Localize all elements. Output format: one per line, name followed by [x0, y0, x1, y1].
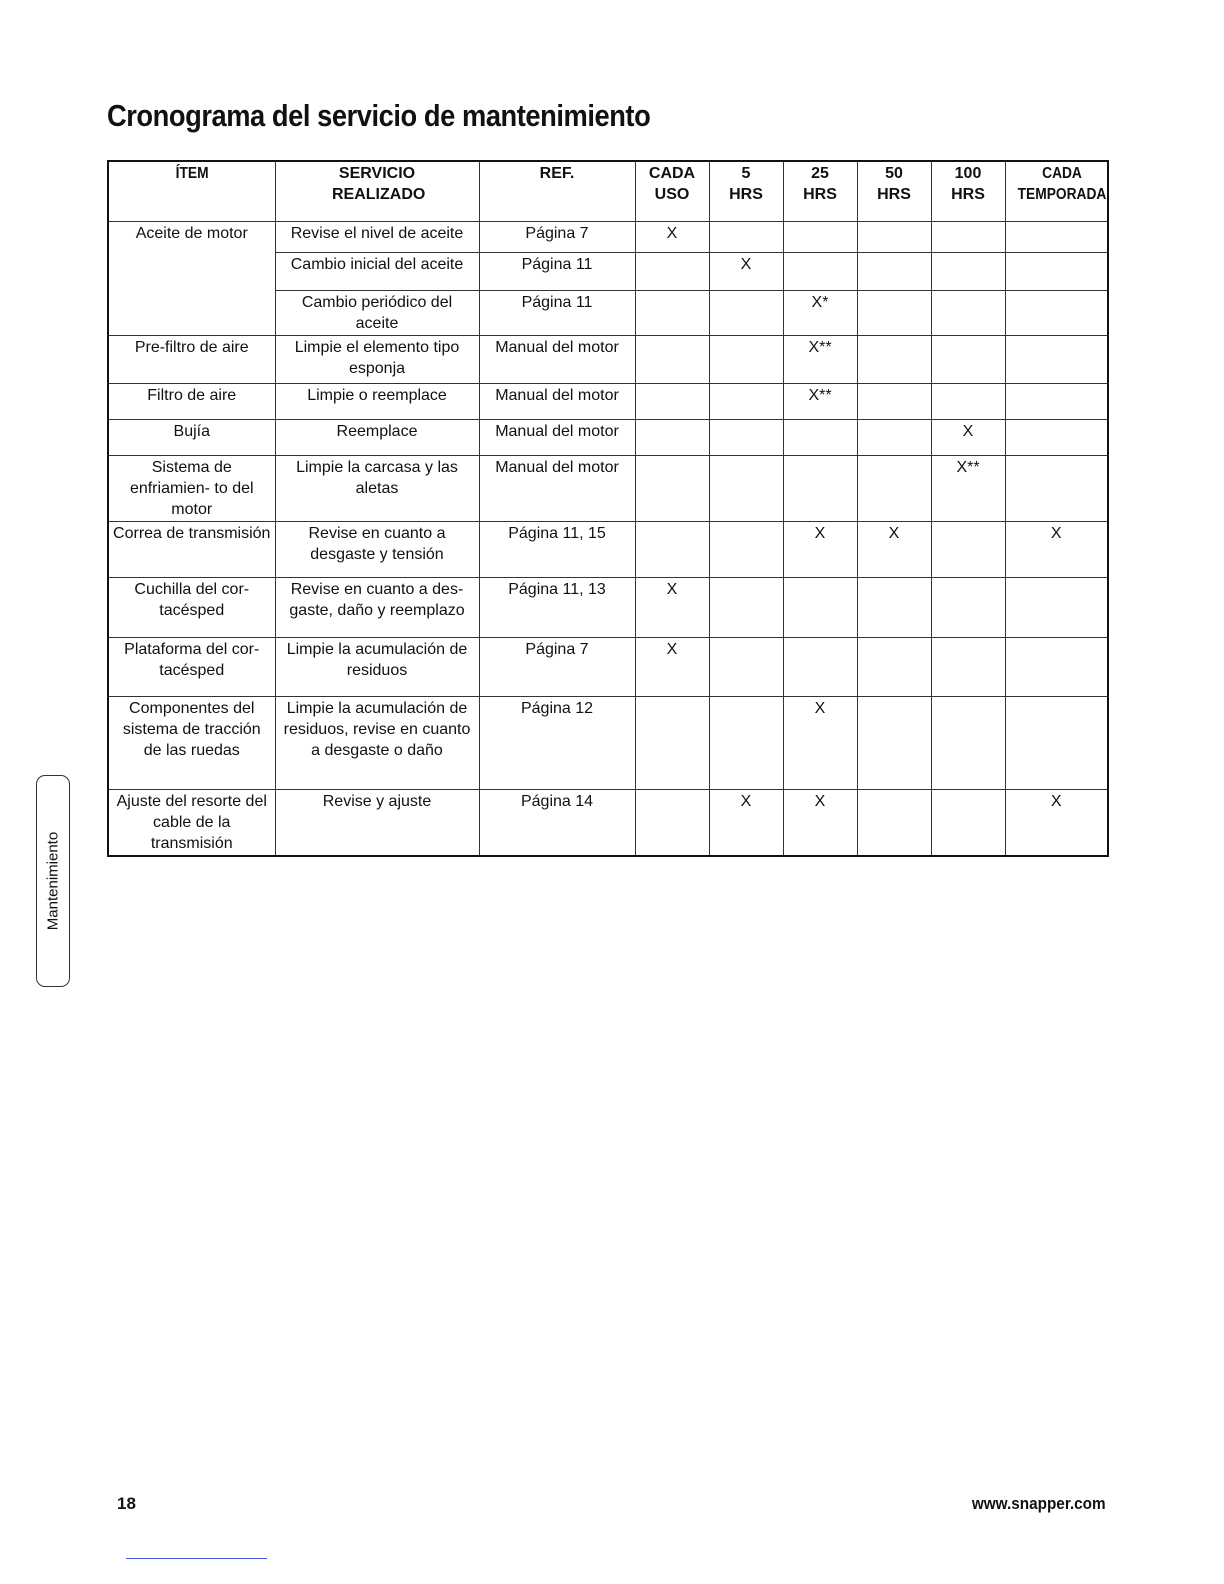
100-hrs-cell: [931, 384, 1005, 420]
every-season-cell: [1005, 384, 1108, 420]
header-every-use: CADA USO: [635, 161, 709, 222]
100-hrs-cell: X**: [931, 456, 1005, 522]
every-use-cell: [635, 522, 709, 578]
header-25-hrs: 25 HRS: [783, 161, 857, 222]
every-season-cell: [1005, 638, 1108, 697]
item-cell: Ajuste del resorte del cable de la transmisión: [108, 790, 275, 857]
every-season-cell: X: [1005, 522, 1108, 578]
50-hrs-cell: [857, 384, 931, 420]
service-cell: Cambio periódico del aceite: [275, 291, 479, 336]
ref-cell: Página 11, 15: [479, 522, 635, 578]
website-url: www.snapper.com: [972, 1494, 1106, 1513]
every-use-cell: [635, 253, 709, 291]
100-hrs-cell: [931, 336, 1005, 384]
table-row: [108, 384, 1108, 420]
ref-cell: Página 11: [479, 253, 635, 291]
table-row: [108, 790, 1108, 857]
50-hrs-cell: [857, 578, 931, 638]
100-hrs-cell: [931, 578, 1005, 638]
25-hrs-cell: X: [783, 697, 857, 790]
service-cell: Limpie la carcasa y las aletas: [275, 456, 479, 522]
table-row: [108, 456, 1108, 522]
5-hrs-cell: [709, 291, 783, 336]
header-50-hrs: 50 HRS: [857, 161, 931, 222]
ref-cell: Manual del motor: [479, 336, 635, 384]
50-hrs-cell: [857, 456, 931, 522]
every-use-cell: X: [635, 578, 709, 638]
every-season-cell: [1005, 222, 1108, 253]
every-use-cell: [635, 697, 709, 790]
every-season-cell: X: [1005, 790, 1108, 857]
ref-cell: Página 12: [479, 697, 635, 790]
ref-cell: Página 14: [479, 790, 635, 857]
every-season-cell: [1005, 253, 1108, 291]
ref-cell: Manual del motor: [479, 420, 635, 456]
50-hrs-cell: [857, 336, 931, 384]
every-season-cell: [1005, 336, 1108, 384]
25-hrs-cell: X: [783, 790, 857, 857]
service-cell: Cambio inicial del aceite: [275, 253, 479, 291]
ref-cell: Página 7: [479, 638, 635, 697]
5-hrs-cell: [709, 522, 783, 578]
every-use-cell: X: [635, 222, 709, 253]
service-cell: Revise y ajuste: [275, 790, 479, 857]
every-use-cell: [635, 456, 709, 522]
header-100-hrs: 100 HRS: [931, 161, 1005, 222]
5-hrs-cell: [709, 222, 783, 253]
100-hrs-cell: [931, 291, 1005, 336]
every-season-cell: [1005, 291, 1108, 336]
ref-cell: Página 7: [479, 222, 635, 253]
25-hrs-cell: [783, 253, 857, 291]
table-row: [108, 336, 1108, 384]
5-hrs-cell: [709, 456, 783, 522]
service-cell: Limpie el elemento tipo esponja: [275, 336, 479, 384]
header-item: ÍTEM: [108, 161, 275, 222]
25-hrs-cell: [783, 638, 857, 697]
item-cell: Sistema de enfriamien- to del motor: [108, 456, 275, 522]
item-cell: Aceite de motor: [108, 222, 275, 336]
25-hrs-cell: X**: [783, 384, 857, 420]
5-hrs-cell: [709, 578, 783, 638]
table-row: [108, 420, 1108, 456]
100-hrs-cell: [931, 222, 1005, 253]
50-hrs-cell: [857, 638, 931, 697]
service-cell: Revise en cuanto a des- gaste, daño y reemplazo: [275, 578, 479, 638]
header-service: SERVICIO REALIZADO: [275, 161, 479, 222]
5-hrs-cell: X: [709, 790, 783, 857]
50-hrs-cell: [857, 222, 931, 253]
50-hrs-cell: [857, 253, 931, 291]
every-use-cell: X: [635, 638, 709, 697]
footer-rule: [126, 1558, 267, 1559]
header-ref: REF.: [479, 161, 635, 222]
ref-cell: Página 11, 13: [479, 578, 635, 638]
100-hrs-cell: [931, 697, 1005, 790]
page-number: 18: [117, 1494, 136, 1513]
25-hrs-cell: X: [783, 522, 857, 578]
table-row: [108, 638, 1108, 697]
header-5-hrs: 5 HRS: [709, 161, 783, 222]
50-hrs-cell: [857, 790, 931, 857]
header-every-season: CADA TEMPORADA: [1005, 161, 1108, 222]
maintenance-schedule-table: [107, 160, 1109, 857]
every-season-cell: [1005, 578, 1108, 638]
every-use-cell: [635, 384, 709, 420]
50-hrs-cell: [857, 291, 931, 336]
50-hrs-cell: [857, 697, 931, 790]
5-hrs-cell: [709, 638, 783, 697]
table-row: [108, 222, 1108, 253]
100-hrs-cell: [931, 790, 1005, 857]
25-hrs-cell: [783, 578, 857, 638]
item-cell: Componentes del sistema de tracción de las ruedas: [108, 697, 275, 790]
ref-cell: Manual del motor: [479, 384, 635, 420]
every-use-cell: [635, 790, 709, 857]
50-hrs-cell: [857, 420, 931, 456]
table-row: [108, 578, 1108, 638]
service-cell: Revise en cuanto a desgaste y tensión: [275, 522, 479, 578]
5-hrs-cell: [709, 384, 783, 420]
item-cell: Filtro de aire: [108, 384, 275, 420]
table-header-row: [108, 161, 1108, 222]
100-hrs-cell: [931, 253, 1005, 291]
every-season-cell: [1005, 420, 1108, 456]
100-hrs-cell: [931, 522, 1005, 578]
service-cell: Limpie la acumulación de residuos, revise en cuanto a desgaste o daño: [275, 697, 479, 790]
every-season-cell: [1005, 456, 1108, 522]
25-hrs-cell: [783, 420, 857, 456]
table-row: [108, 697, 1108, 790]
page-title: Cronograma del servicio de mantenimiento: [107, 98, 651, 133]
service-cell: Reemplace: [275, 420, 479, 456]
service-cell: Limpie la acumulación de residuos: [275, 638, 479, 697]
every-use-cell: [635, 336, 709, 384]
100-hrs-cell: [931, 638, 1005, 697]
100-hrs-cell: X: [931, 420, 1005, 456]
ref-cell: Manual del motor: [479, 456, 635, 522]
side-tab-label: Mantenimiento: [44, 831, 62, 931]
every-use-cell: [635, 291, 709, 336]
5-hrs-cell: [709, 336, 783, 384]
table-row: [108, 522, 1108, 578]
25-hrs-cell: [783, 456, 857, 522]
25-hrs-cell: X**: [783, 336, 857, 384]
ref-cell: Página 11: [479, 291, 635, 336]
5-hrs-cell: [709, 420, 783, 456]
25-hrs-cell: X*: [783, 291, 857, 336]
item-cell: Bujía: [108, 420, 275, 456]
service-cell: Limpie o reemplace: [275, 384, 479, 420]
item-cell: Plataforma del cor- tacésped: [108, 638, 275, 697]
side-tab: [36, 775, 70, 987]
25-hrs-cell: [783, 222, 857, 253]
every-season-cell: [1005, 697, 1108, 790]
every-use-cell: [635, 420, 709, 456]
item-cell: Pre-filtro de aire: [108, 336, 275, 384]
item-cell: Correa de transmisión: [108, 522, 275, 578]
service-cell: Revise el nivel de aceite: [275, 222, 479, 253]
5-hrs-cell: X: [709, 253, 783, 291]
50-hrs-cell: X: [857, 522, 931, 578]
5-hrs-cell: [709, 697, 783, 790]
item-cell: Cuchilla del cor- tacésped: [108, 578, 275, 638]
